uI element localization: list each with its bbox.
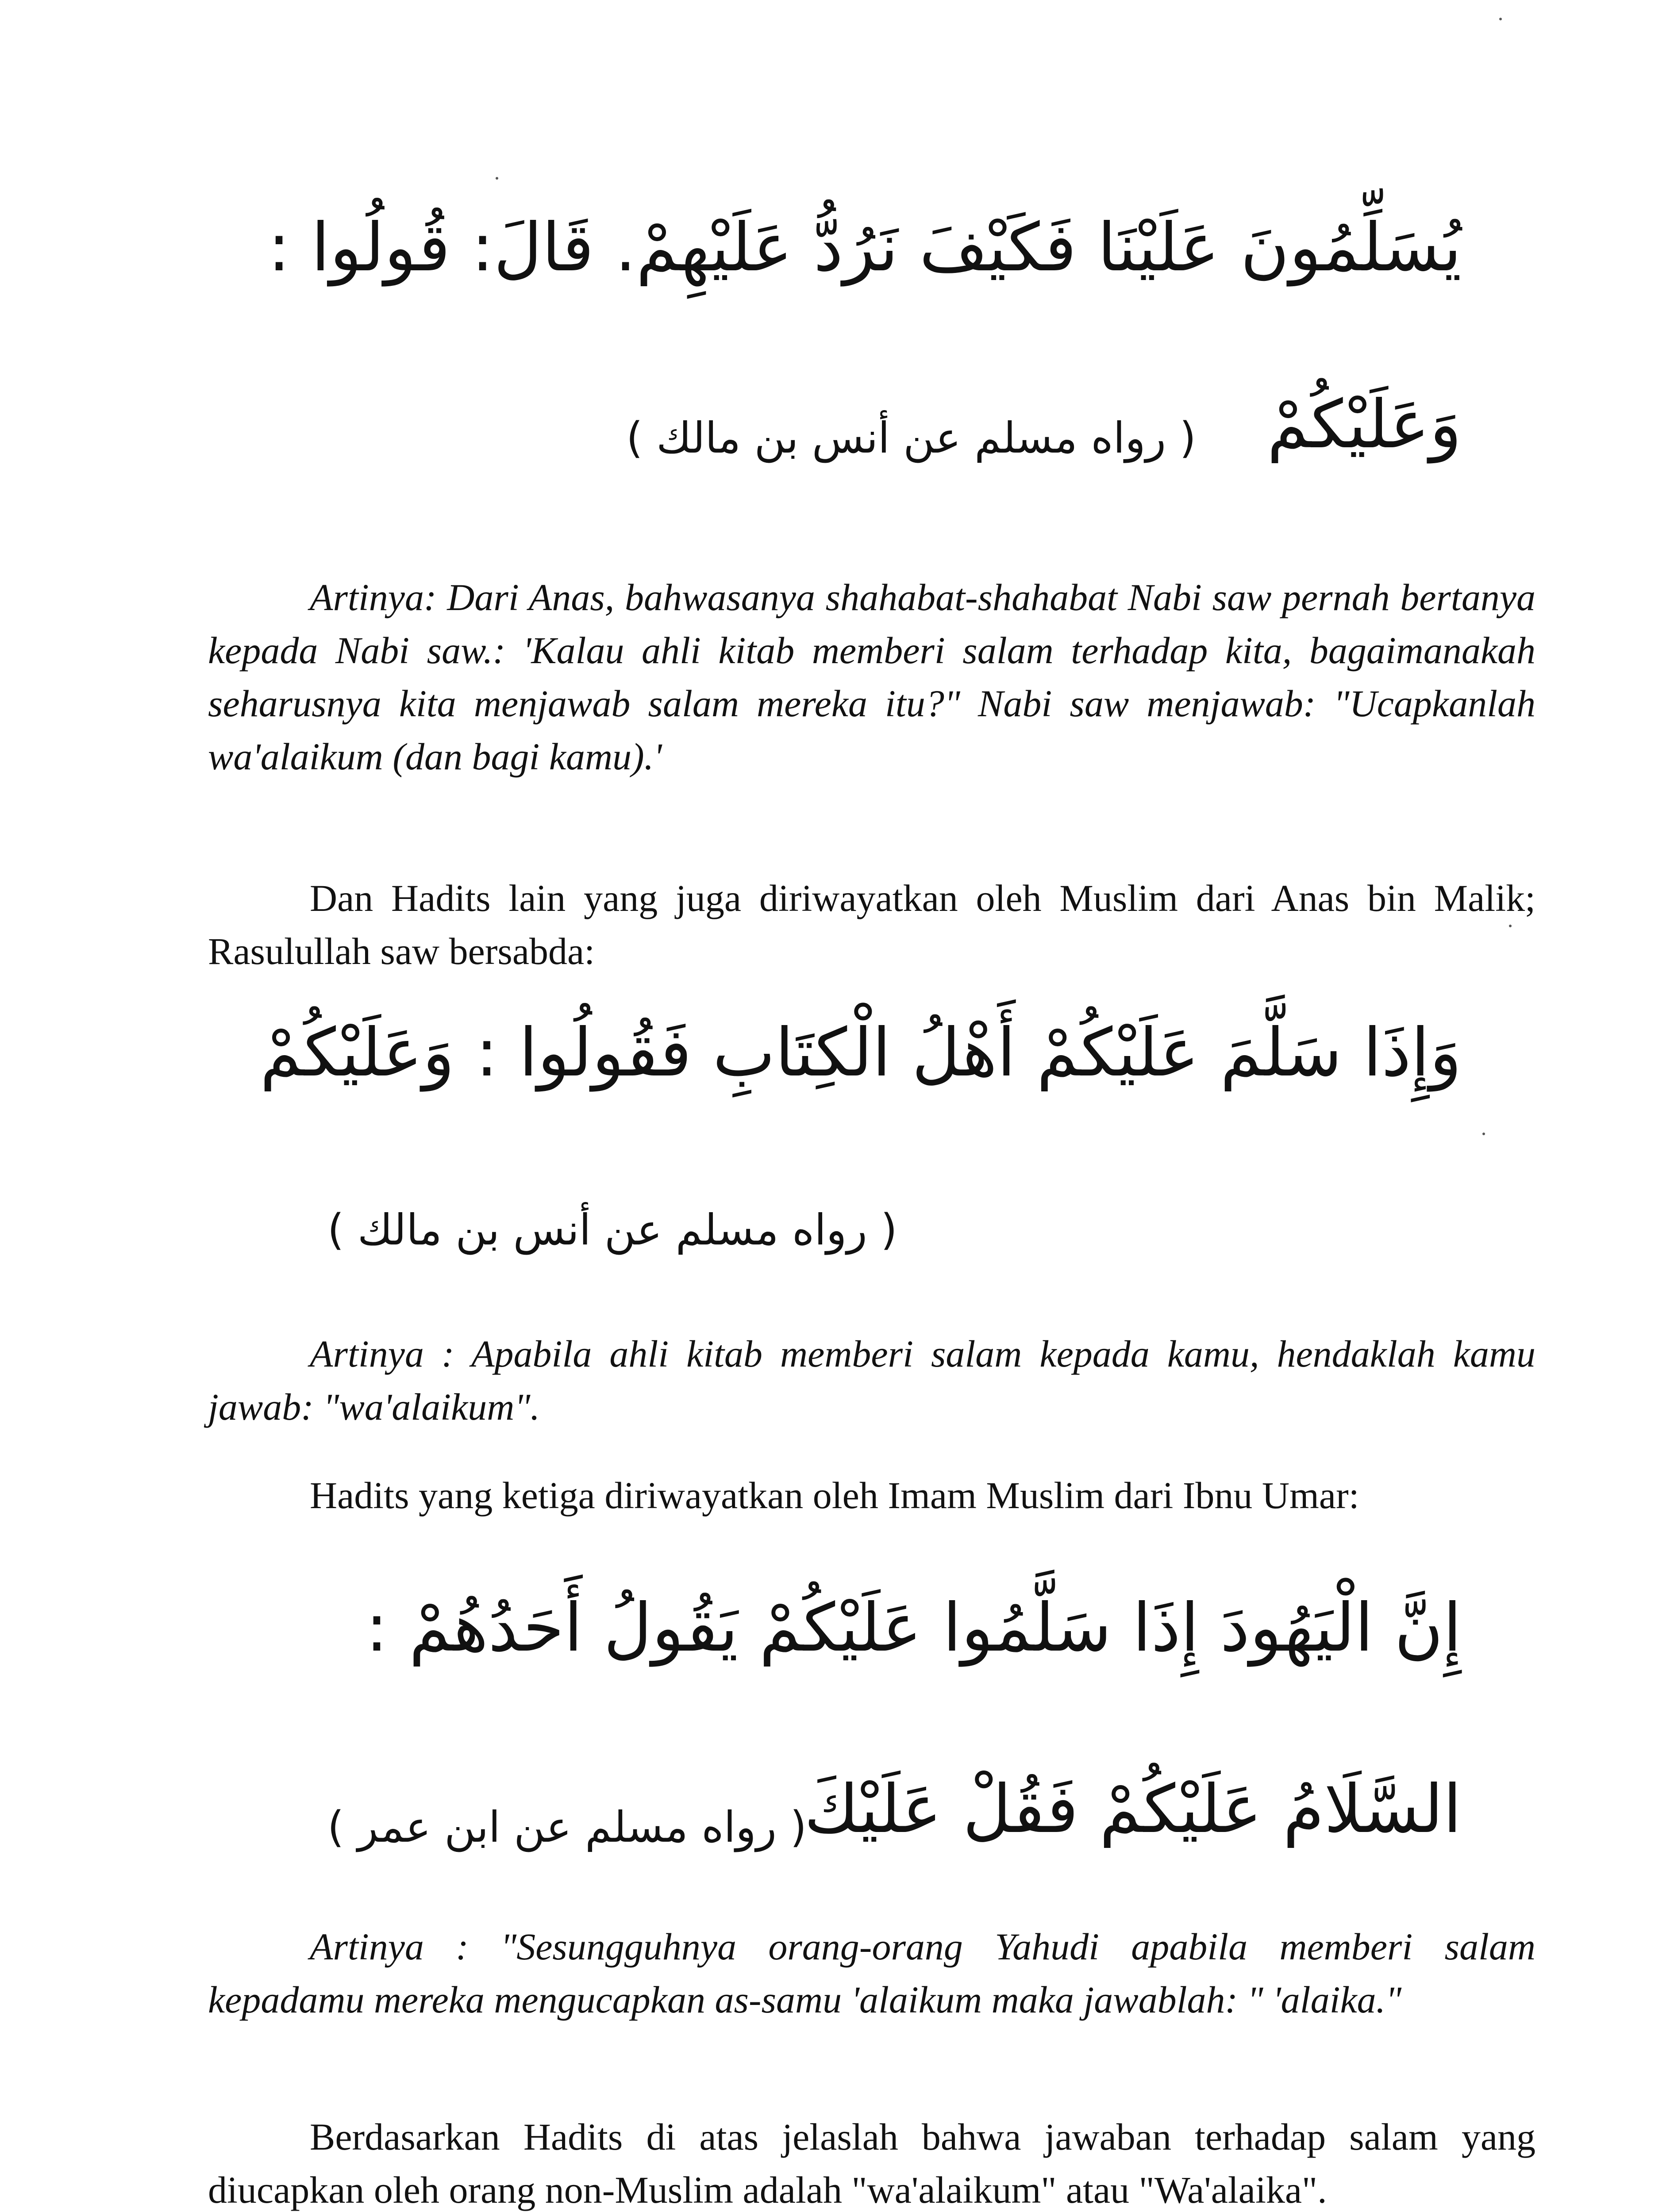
hadith-1-arabic-line-1: يُسَلِّمُونَ عَلَيْنَا فَكَيْفَ نَرُدُّ عَلَيْهِمْ. قَالَ: قُولُوا : <box>268 209 1462 286</box>
hadith-2-arabic-line-1: وَإِذَا سَلَّمَ عَلَيْكُمْ أَهْلُ الْكِتَابِ فَقُولُوا : وَعَلَيْكُمْ <box>260 1014 1462 1091</box>
body-paragraph-4: Hadits yang ketiga diriwayatkan oleh Imam Muslim dari Ibnu Umar: <box>310 1474 1359 1517</box>
scan-speck <box>1509 925 1512 927</box>
hadith-1-arabic-line-2: وَعَلَيْكُمْ <box>1267 386 1462 463</box>
hadith-2-reference: ( رواه مسلم عن أنس بن مالك ) <box>327 1205 897 1255</box>
body-paragraph-2: Dan Hadits lain yang juga diriwayatkan oleh Muslim dari Anas bin Malik; Rasulullah saw bersabda: <box>208 877 1535 972</box>
scan-speck <box>496 177 498 180</box>
translation-paragraph-1: Artinya: Dari Anas, bahwasanya shahabat-shahabat Nabi saw pernah bertanya kepada Nabi saw.: 'Kalau ahli kitab memberi salam terhadap kita, bagaimanakah seharusnya kita menjawab salam mereka itu?" Nabi saw menjawab: "Ucapkanlah wa'alaikum (dan bagi kamu).' <box>208 576 1535 778</box>
translation-paragraph-5: Artinya : "Sesungguhnya orang-orang Yahudi apabila memberi salam kepadamu mereka mengucapkan as-samu 'alaikum maka jawablah: " 'alaika." <box>208 1925 1535 2021</box>
scan-speck <box>1482 1133 1485 1135</box>
hadith-3-reference: ( رواه مسلم عن ابن عمر ) <box>327 1802 807 1852</box>
body-paragraph-6: Berdasarkan Hadits di atas jelaslah bahwa jawaban terhadap salam yang diucapkan oleh orang non-Muslim adalah "wa'alaikum" atau "Wa'alaika". <box>208 2116 1535 2211</box>
hadith-1-reference: ( رواه مسلم عن أنس بن مالك ) <box>626 413 1196 463</box>
hadith-3-arabic-line-1: إِنَّ الْيَهُودَ إِذَا سَلَّمُوا عَلَيْكُمْ يَقُولُ أَحَدُهُمْ : <box>366 1590 1462 1667</box>
hadith-3-arabic-line-2: السَّلَامُ عَلَيْكُمْ فَقُلْ عَلَيْكَ <box>804 1771 1462 1848</box>
translation-paragraph-3: Artinya : Apabila ahli kitab memberi salam kepada kamu, hendaklah kamu jawab: "wa'alaikum". <box>208 1333 1535 1428</box>
scan-speck <box>1499 18 1502 20</box>
